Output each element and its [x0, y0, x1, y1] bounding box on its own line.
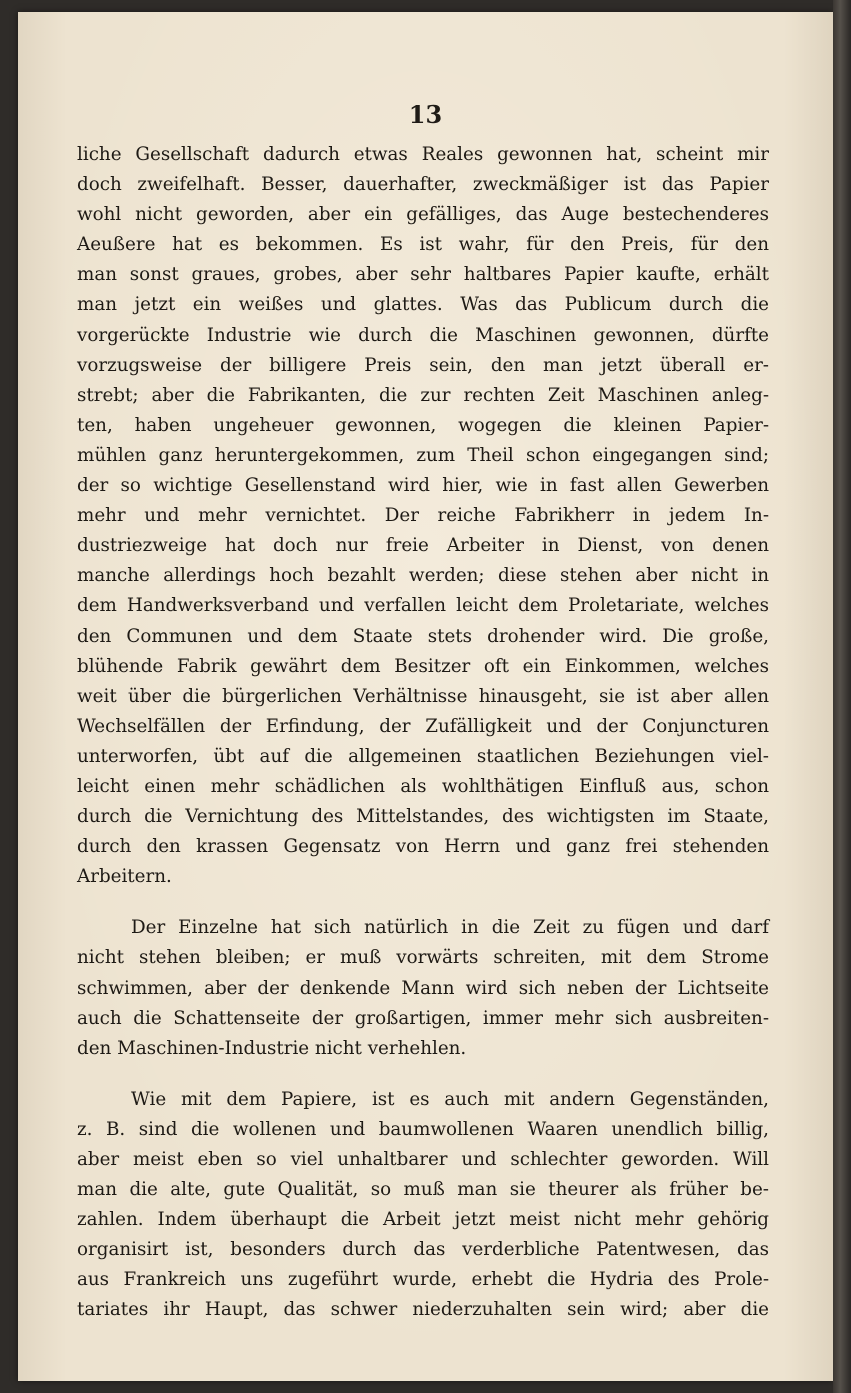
text-line: Wechselfällen der Erfindung, der Zufälligkeit und der Conjuncturen [77, 715, 769, 737]
text-line: unterworfen, übt auf die allgemeinen staatlichen Beziehungen viel- [77, 745, 769, 767]
text-line: vorgerückte Industrie wie durch die Maschinen gewonnen, dürfte [77, 324, 769, 346]
text-line: ten, haben ungeheuer gewonnen, wogegen die kleinen Papier- [77, 414, 769, 436]
text-line: aus Frankreich uns zugeführt wurde, erhebt die Hydria des Prole- [77, 1269, 769, 1291]
text-line: dustriezweige hat doch nur freie Arbeiter in Dienst, von denen [77, 535, 769, 557]
text-line: doch zweifelhaft. Besser, dauerhafter, zweckmäßiger ist das Papier [77, 174, 769, 196]
text-line: Arbeitern. [77, 866, 172, 888]
text-line: den Communen und dem Staate stets drohender wird. Die große, [77, 625, 769, 647]
text-line: leicht einen mehr schädlichen als wohlthätigen Einfluß aus, schon [77, 775, 769, 797]
text-line: auch die Schattenseite der großartigen, immer mehr sich ausbreiten- [77, 1007, 769, 1029]
text-line: dem Handwerksverband und verfallen leicht dem Proletariate, welches [77, 595, 769, 617]
paragraph-gap [77, 892, 769, 913]
text-line: den Maschinen-Industrie nicht verhehlen. [77, 1037, 467, 1059]
text-line: man die alte, gute Qualität, so muß man sie theurer als früher be- [77, 1179, 769, 1201]
text-line: manche allerdings hoch bezahlt werden; diese stehen aber nicht in [77, 565, 769, 587]
paragraph-3 [77, 1085, 769, 1326]
body-text [77, 140, 769, 1326]
text-line: nicht stehen bleiben; er muß vorwärts schreiten, mit dem Strome [77, 947, 769, 969]
text-line: man jetzt ein weißes und glattes. Was das Publicum durch die [77, 294, 769, 316]
text-line: aber meist eben so viel unhaltbarer und schlechter geworden. Will [77, 1149, 769, 1170]
paragraph-1 [77, 140, 769, 892]
text-line: mehr und mehr vernichtet. Der reiche Fabrikherr in jedem In- [77, 505, 769, 527]
text-line: man sonst graues, grobes, aber sehr haltbares Papier kaufte, erhält [77, 264, 769, 286]
text-line: Wie mit dem Papiere, ist es auch mit andern Gegenständen, [131, 1088, 769, 1110]
text-line: organisirt ist, besonders durch das verderbliche Patentwesen, das [77, 1239, 769, 1261]
text-line: mühlen ganz heruntergekommen, zum Theil schon eingegangen sind; [77, 444, 769, 466]
paragraph-2 [77, 913, 769, 1063]
text-line: vorzugsweise der billigere Preis sein, den man jetzt überall er- [77, 354, 769, 376]
book-page [18, 12, 833, 1381]
text-line: Der Einzelne hat sich natürlich in die Zeit zu fügen und darf [131, 917, 769, 939]
text-line: Aeußere hat es bekommen. Es ist wahr, für den Preis, für den [77, 234, 769, 256]
text-line: schwimmen, aber der denkende Mann wird sich neben der Lichtseite [77, 977, 769, 999]
text-line: wohl nicht geworden, aber ein gefälliges, das Auge bestechenderes [77, 204, 769, 226]
text-line: tariates ihr Haupt, das schwer niederzuhalten sein wird; aber die [77, 1299, 769, 1321]
text-line: blühende Fabrik gewährt dem Besitzer oft ein Einkommen, welches [77, 655, 769, 677]
text-line: weit über die bürgerlichen Verhältnisse hinausgeht, sie ist aber allen [77, 685, 769, 707]
text-line: der so wichtige Gesellenstand wird hier, wie in fast allen Gewerben [77, 475, 769, 497]
book-edge [833, 0, 851, 1393]
paragraph-gap [77, 1064, 769, 1085]
page-number: 13 [408, 100, 443, 129]
text-line: z. B. sind die wollenen und baumwollenen Waaren unendlich billig, [77, 1118, 769, 1140]
text-line: strebt; aber die Fabrikanten, die zur rechten Zeit Maschinen anleg- [77, 384, 769, 406]
text-line: liche Gesellschaft dadurch etwas Reales gewonnen hat, scheint mir [77, 144, 769, 165]
text-line: durch die Vernichtung des Mittelstandes, des wichtigsten im Staate, [77, 806, 769, 828]
text-line: durch den krassen Gegensatz von Herrn und ganz frei stehenden [77, 836, 769, 858]
text-line: zahlen. Indem überhaupt die Arbeit jetzt meist nicht mehr gehörig [77, 1209, 769, 1231]
